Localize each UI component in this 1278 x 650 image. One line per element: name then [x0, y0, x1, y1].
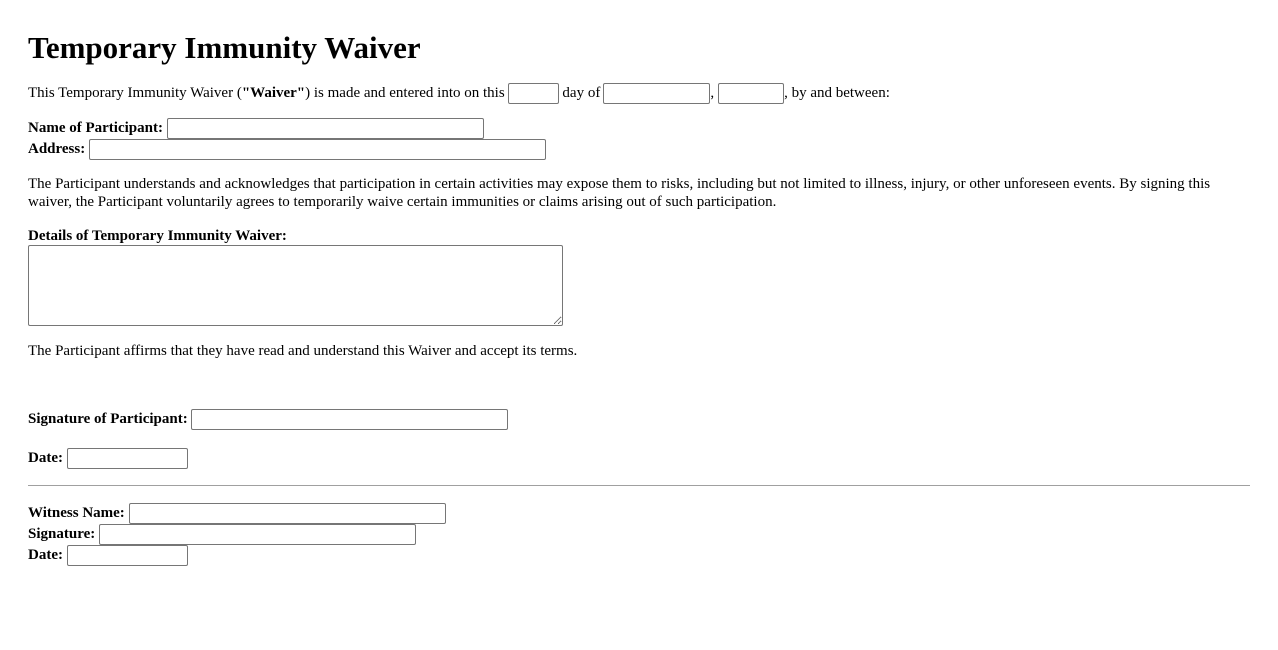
witness-date-input[interactable] — [67, 545, 188, 566]
participant-date-input[interactable] — [67, 448, 188, 469]
witness-signature-label: Signature: — [28, 526, 96, 542]
participant-address-row — [28, 139, 1250, 160]
by-and-between-text: , by and between: — [784, 85, 890, 101]
affirmation-text: The Participant affirms that they have read and understand this Waiver and accept its terms. — [28, 343, 578, 359]
participant-signature-label: Signature of Participant: — [28, 411, 188, 427]
intro-sentence — [28, 82, 1250, 104]
risk-paragraph: The Participant understands and acknowledges that participation in certain activities may expose them to risks, including but not limited to illness, injury, or other unforeseen events. By signing this waiver, the Participant voluntarily agrees to temporarily waive certain immunities or claims arising out of such participation. — [28, 176, 1211, 210]
witness-name-row — [28, 503, 1250, 524]
witness-name-input[interactable] — [129, 503, 446, 524]
details-textarea[interactable] — [28, 245, 563, 326]
details-label: Details of Temporary Immunity Waiver: — [28, 228, 287, 244]
section-divider — [28, 485, 1250, 486]
intro-defined-term: "Waiver" — [241, 85, 306, 101]
participant-address-input[interactable] — [89, 139, 546, 160]
year-input[interactable] — [718, 83, 784, 104]
intro-text-after-term: ) is made and entered into on this — [305, 85, 505, 101]
day-input[interactable] — [508, 83, 559, 104]
participant-date-row — [28, 448, 1250, 469]
day-of-text: day of — [562, 85, 601, 101]
participant-name-input[interactable] — [167, 118, 484, 139]
witness-signature-row — [28, 524, 1250, 545]
month-input[interactable] — [603, 83, 710, 104]
intro-text-before: This Temporary Immunity Waiver ( — [28, 85, 242, 101]
participant-name-row — [28, 118, 1250, 139]
participant-date-label: Date: — [28, 450, 63, 466]
participant-address-label: Address: — [28, 141, 86, 157]
participant-signature-input[interactable] — [191, 409, 508, 430]
page-title: Temporary Immunity Waiver — [28, 30, 421, 65]
witness-name-label: Witness Name: — [28, 505, 125, 521]
participant-name-label: Name of Participant: — [28, 120, 163, 136]
participant-signature-row — [28, 409, 1250, 430]
witness-date-row — [28, 545, 1250, 566]
comma-text: , — [710, 85, 715, 101]
witness-signature-input[interactable] — [99, 524, 416, 545]
witness-date-label: Date: — [28, 547, 63, 563]
